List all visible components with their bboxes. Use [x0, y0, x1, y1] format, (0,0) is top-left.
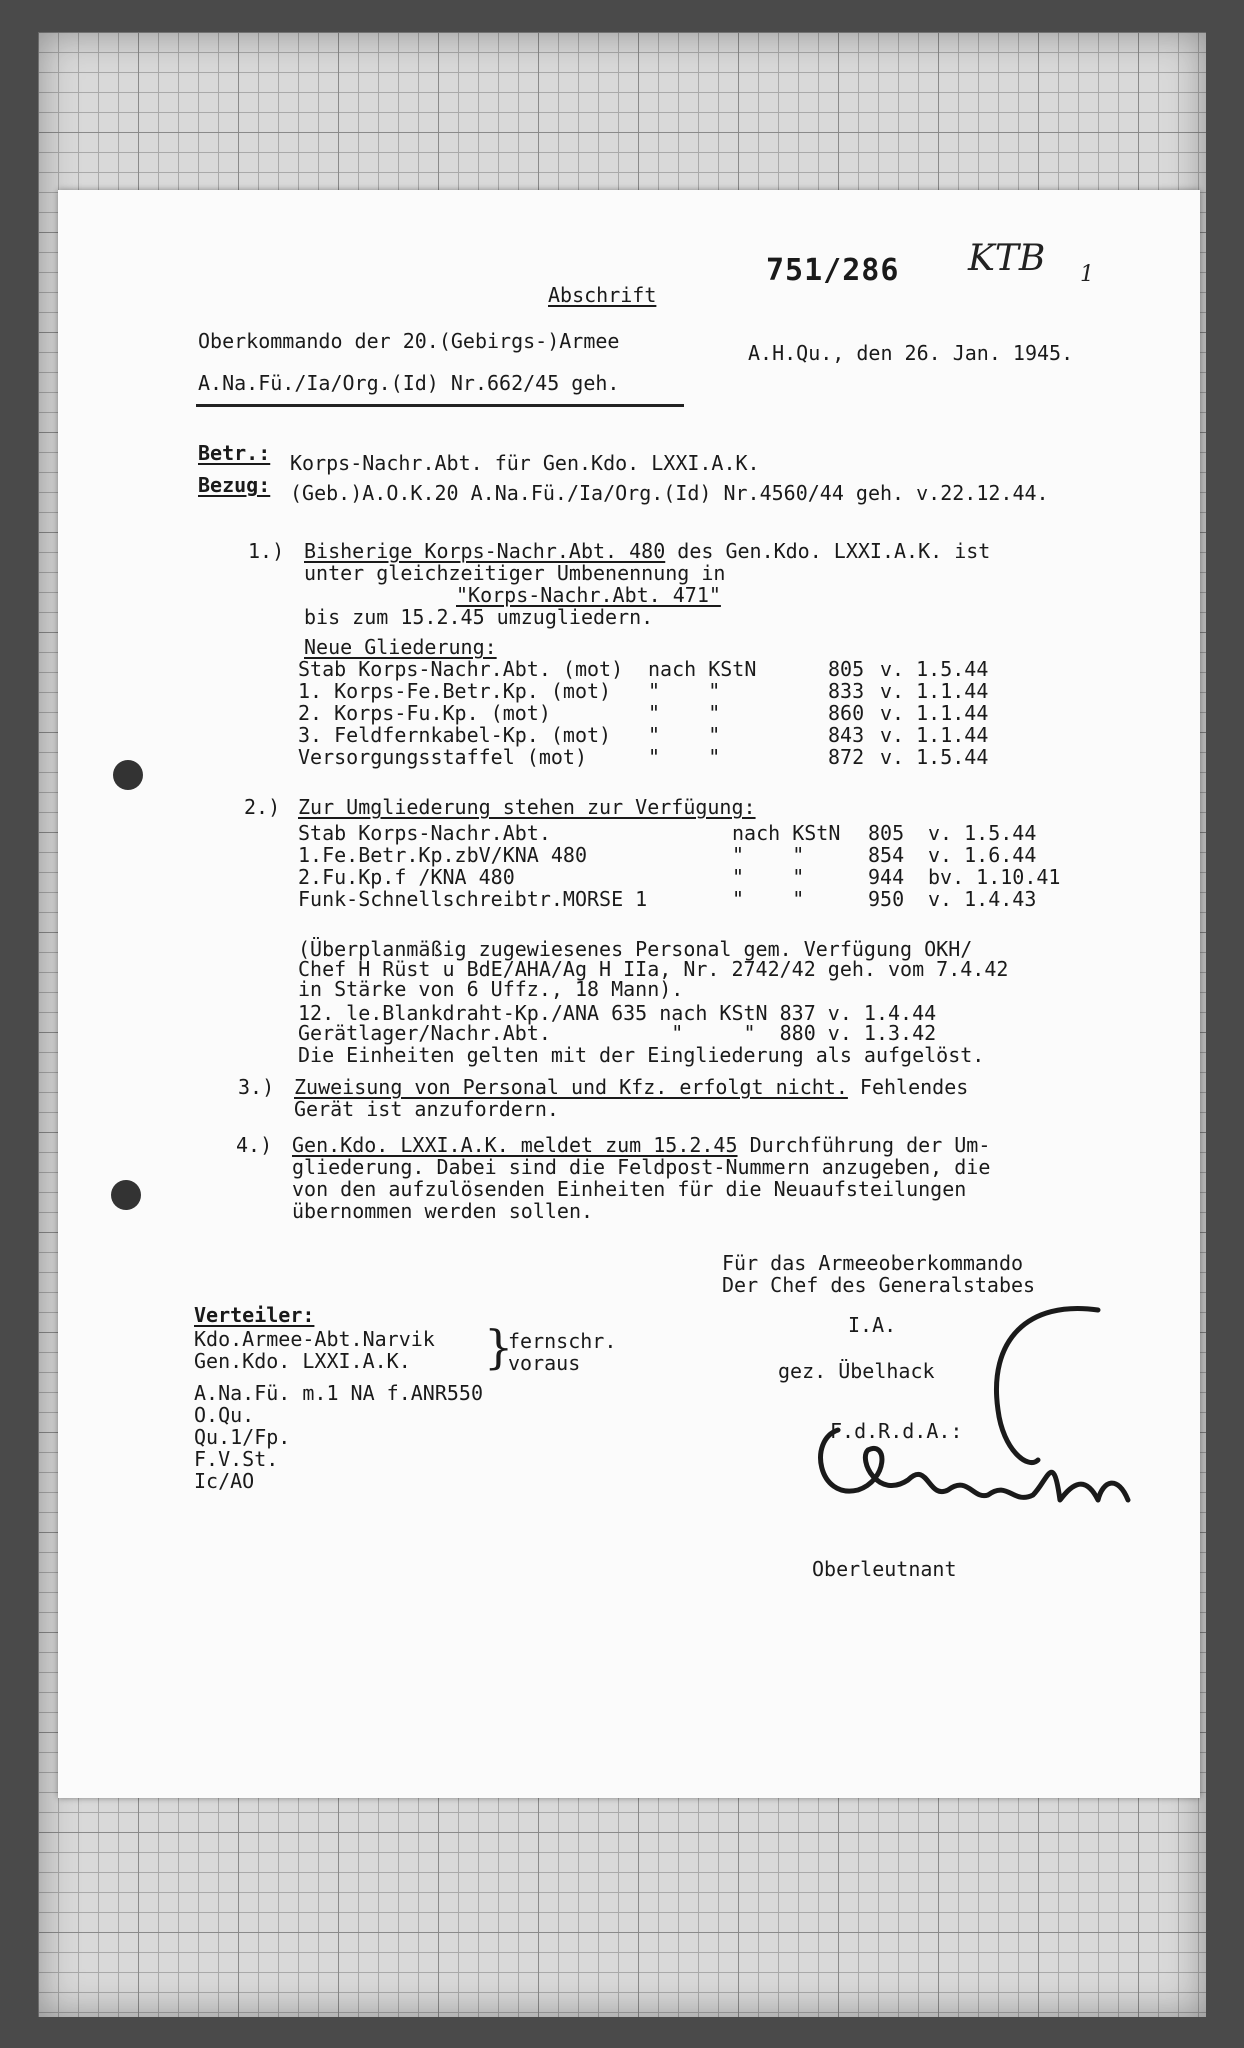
betr-text: Korps-Nachr.Abt. für Gen.Kdo. LXXI.A.K. — [290, 451, 760, 475]
item4-line1-underlined: Gen.Kdo. LXXI.A.K. meldet zum 15.2.45 — [292, 1133, 738, 1157]
table-cell-unit: 2. Korps-Fu.Kp. (mot) — [298, 701, 551, 725]
distribution-label: Verteiler: — [194, 1303, 315, 1327]
item1-line1 — [304, 540, 990, 562]
distribution-recipient: F.V.St. — [194, 1447, 279, 1471]
betr-label: Betr.: — [198, 441, 271, 465]
table-cell-date: v. 1.5.44 — [928, 821, 1037, 845]
table-cell-unit: Stab Korps-Nachr.Abt. (mot) — [298, 657, 624, 681]
table-cell-no: 805 — [828, 657, 865, 681]
table-cell-ref: " " — [648, 745, 721, 769]
punch-hole — [111, 1180, 141, 1210]
table-cell-ref: " " — [732, 887, 805, 911]
table-cell-unit: 2.Fu.Kp.f /KNA 480 — [298, 865, 515, 889]
item3-line1 — [294, 1076, 968, 1098]
distribution-brace-note: fernschr. — [508, 1329, 617, 1353]
table-cell-unit: 3. Feldfernkabel-Kp. (mot) — [298, 723, 612, 747]
item3-number: 3.) — [238, 1075, 275, 1099]
item1-line1-rest: des Gen.Kdo. LXXI.A.K. ist — [665, 539, 991, 563]
document-page — [58, 190, 1200, 1798]
table-cell-ref: " " — [648, 701, 721, 725]
document-title: Abschrift — [548, 283, 657, 307]
handwritten-number: 1 — [1080, 262, 1094, 287]
table-cell-date: v. 1.1.44 — [880, 701, 989, 725]
item4-line4: übernommen werden sollen. — [292, 1199, 594, 1223]
item2-note-line2: Chef H Rüst u BdE/AHA/Ag H IIa, Nr. 2742/42 geh. vom 7.4.42 — [298, 957, 1009, 981]
item1-heading: Neue Gliederung: — [304, 635, 497, 659]
table-cell-no: 944 — [868, 865, 905, 889]
item3-line1-rest: Fehlendes — [847, 1075, 969, 1099]
item1-new-name: "Korps-Nachr.Abt. 471" — [456, 583, 721, 607]
punch-hole — [113, 760, 143, 790]
item4-line3: von den aufzulösenden Einheiten für die Neuaufsteilungen — [292, 1177, 967, 1201]
distribution-recipient: A.Na.Fü. m.1 NA f.ANR550 — [194, 1381, 483, 1405]
distribution-recipient: O.Qu. — [194, 1403, 255, 1427]
table-cell-date: v. 1.4.43 — [928, 887, 1037, 911]
item3-line2: Gerät ist anzufordern. — [294, 1097, 559, 1121]
table-cell-date: v. 1.6.44 — [928, 843, 1037, 867]
bezug-text: (Geb.)A.O.K.20 A.Na.Fü./Ia/Org.(Id) Nr.4560/44 geh. v.22.12.44. — [290, 481, 1049, 505]
item1-line4: bis zum 15.2.45 umzugliedern. — [304, 605, 654, 629]
handwritten-signature — [798, 1300, 1138, 1540]
table-cell-date: v. 1.1.44 — [880, 679, 989, 703]
table-cell-ref: " " — [732, 843, 805, 867]
item2-note-line1: (Überplanmäßig zugewiesenes Personal gem. Verfügung OKH/ — [298, 937, 973, 961]
item4-line1-rest: Durchführung der Um- — [737, 1133, 991, 1157]
item2-note-line3: in Stärke von 6 Uffz., 18 Mann). — [298, 977, 684, 1001]
item1-line1-underlined: Bisherige Korps-Nachr.Abt. 480 — [304, 539, 666, 563]
bezug-label: Bezug: — [198, 473, 271, 497]
table-cell-no: 833 — [828, 679, 865, 703]
table-cell-unit: Stab Korps-Nachr.Abt. — [298, 821, 551, 845]
brace: } — [484, 1320, 514, 1374]
certification: F.d.R.d.A.: — [830, 1419, 963, 1443]
place-date: A.H.Qu., den 26. Jan. 1945. — [748, 341, 1074, 365]
table-cell-date: v. 1.5.44 — [880, 745, 989, 769]
table-cell-ref: nach KStN — [648, 657, 757, 681]
table-cell-ref: " " — [648, 679, 721, 703]
table-cell-ref: " " — [732, 865, 805, 889]
item4-line2: gliederung. Dabei sind die Feldpost-Nummern anzugeben, die — [292, 1155, 991, 1179]
item3-line1-underlined: Zuweisung von Personal und Kfz. erfolgt nicht. — [294, 1075, 848, 1099]
item2-heading: Zur Umgliederung stehen zur Verfügung: — [298, 795, 756, 819]
handwritten-note: KTB — [968, 238, 1046, 279]
distribution-brace-note: voraus — [508, 1351, 581, 1375]
item2-number: 2.) — [244, 795, 281, 819]
table-cell-unit: Versorgungsstaffel (mot) — [298, 745, 587, 769]
distribution-recipient: Kdo.Armee-Abt.Narvik — [194, 1327, 435, 1351]
archive-number: 751/286 — [766, 253, 900, 288]
reference-number: A.Na.Fü./Ia/Org.(Id) Nr.662/45 geh. — [198, 371, 620, 395]
table-cell-no: 860 — [828, 701, 865, 725]
table-cell-unit: Funk-Schnellschreibtr.MORSE 1 — [298, 887, 648, 911]
sender-organization: Oberkommando der 20.(Gebirgs-)Armee — [198, 329, 620, 353]
item2-row6: Gerätlager/Nachr.Abt. " " 880 v. 1.3.42 — [298, 1021, 937, 1045]
table-cell-no: 872 — [828, 745, 865, 769]
distribution-recipient: Gen.Kdo. LXXI.A.K. — [194, 1349, 411, 1373]
item2-row5: 12. le.Blankdraht-Kp./ANA 635 nach KStN 837 v. 1.4.44 — [298, 1001, 937, 1025]
signature-line2: Der Chef des Generalstabes — [722, 1273, 1036, 1297]
signature-line1: Für das Armeeoberkommando — [722, 1251, 1024, 1275]
table-cell-no: 843 — [828, 723, 865, 747]
table-cell-no: 805 — [868, 821, 905, 845]
signer-rank: Oberleutnant — [812, 1557, 957, 1581]
table-cell-ref: nach KStN — [732, 821, 841, 845]
table-cell-no: 854 — [868, 843, 905, 867]
distribution-recipient: Ic/AO — [194, 1469, 255, 1493]
table-cell-date: v. 1.1.44 — [880, 723, 989, 747]
item4-number: 4.) — [236, 1133, 273, 1157]
item1-number: 1.) — [248, 539, 285, 563]
table-cell-date: bv. 1.10.41 — [928, 865, 1061, 889]
table-cell-unit: 1.Fe.Betr.Kp.zbV/KNA 480 — [298, 843, 587, 867]
item1-line2: unter gleichzeitiger Umbenennung in — [304, 561, 726, 585]
header-rule — [196, 404, 684, 407]
table-cell-no: 950 — [868, 887, 905, 911]
distribution-recipient: Qu.1/Fp. — [194, 1425, 291, 1449]
item2-closing: Die Einheiten gelten mit der Eingliederung als aufgelöst. — [298, 1043, 985, 1067]
table-cell-unit: 1. Korps-Fe.Betr.Kp. (mot) — [298, 679, 612, 703]
table-cell-ref: " " — [648, 723, 721, 747]
table-cell-date: v. 1.5.44 — [880, 657, 989, 681]
signature-line3: I.A. — [848, 1313, 897, 1337]
signature-line4: gez. Übelhack — [778, 1359, 935, 1383]
item4-line1 — [292, 1134, 990, 1156]
